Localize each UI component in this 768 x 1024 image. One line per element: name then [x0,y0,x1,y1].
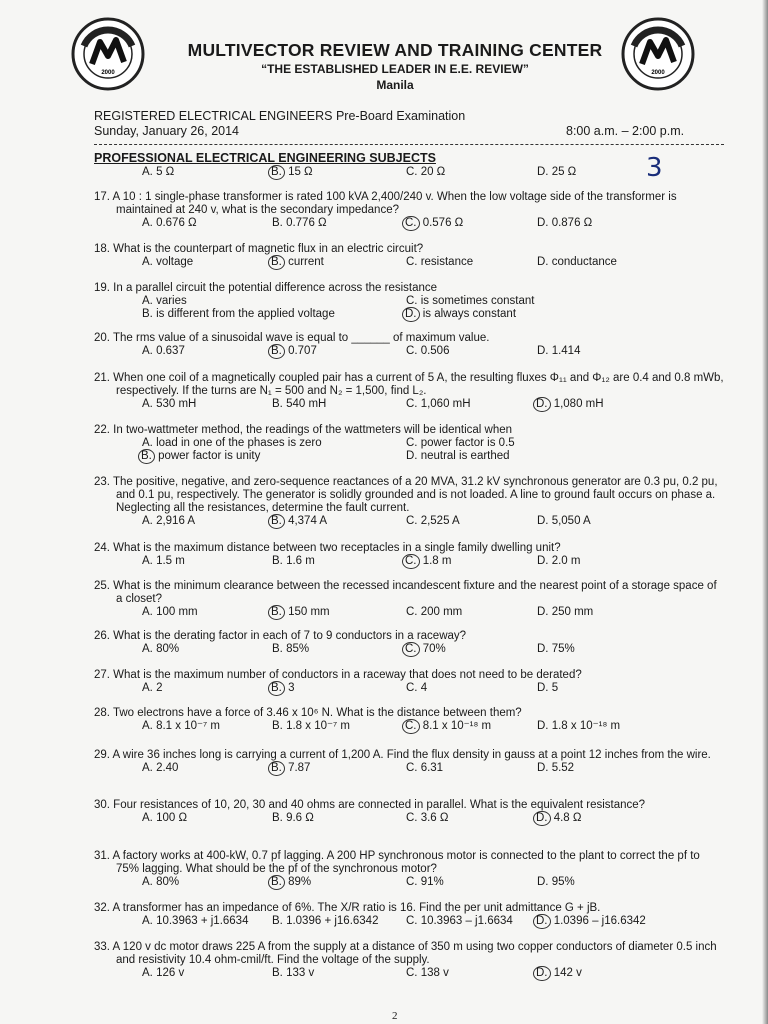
selected-answer: B. power factor is unity [142,450,260,463]
options-row [94,398,724,411]
options-row [94,915,724,928]
question-stem: 23. The positive, negative, and zero-sequence reactances of a 20 MVA, 31.2 kV synchronous generator are 0.3 pu, 0.2 pu, and 0.1 pu, respectively. The generator is solidly grounded and is not loaded. A line to ground fault occurs on phase a. Neglecting all the resistances, determine the fault current. [94,476,718,514]
answer-option: B. is different from the applied voltage [142,308,335,320]
answer-option: A. 8.1 x 10⁻⁷ m [142,720,220,732]
answer-option: A. load in one of the phases is zero [142,437,322,449]
answer-option: A. 10.3963 + j1.6634 [142,915,249,927]
multivector-logo-right [620,16,696,92]
answer-option: C. power factor is 0.5 [406,437,515,449]
header-divider [94,144,724,145]
question-item [94,630,724,656]
exam-time: 8:00 a.m. – 2:00 p.m. [566,124,685,138]
answer-option: D. neutral is earthed [406,450,510,462]
question-stem: 25. What is the minimum clearance between the recessed incandescent fixture and the nearest point of a storage space of a closet? [94,580,717,605]
question-stem: 19. In a parallel circuit the potential difference across the resistance [94,282,438,294]
answer-option: A. 0.676 Ω [142,217,197,229]
answer-option: A. 530 mH [142,398,197,410]
answer-option: A. 0.637 [142,345,185,357]
question-item [94,707,724,733]
options-row [94,876,724,889]
handwritten-mark: 3 [646,153,663,183]
answer-option: D. conductance [537,256,617,268]
selected-answer: B. 4,374 A [272,515,327,528]
options-row [94,256,724,269]
center-title: MULTIVECTOR REVIEW AND TRAINING CENTER [187,40,603,60]
question-item [94,799,724,825]
answer-option: C. 4 [406,682,428,694]
answer-option: B. 540 mH [272,398,327,410]
question-item [94,332,724,358]
answer-option: D. 5.52 [537,762,575,774]
answer-option: A. varies [142,295,187,307]
question-stem: 22. In two-wattmeter method, the readings of the wattmeters will be identical when [94,424,513,436]
options-row [94,166,724,179]
question-item [94,749,724,775]
logo-year: 2000 [651,70,665,76]
center-city: Manila [376,78,414,92]
question-item [94,902,724,928]
scan-edge [762,0,768,1024]
selected-answer: D. 4.8 Ω [537,812,581,825]
exam-date: Sunday, January 26, 2014 [94,124,240,138]
answer-option: D. 0.876 Ω [537,217,593,229]
answer-option: A. 100 Ω [142,812,188,824]
selected-answer: C. 70% [406,643,446,656]
question-stem: 20. The rms value of a sinusoidal wave is equal to ______ of maximum value. [94,332,490,344]
center-slogan: “THE ESTABLISHED LEADER IN E.E. REVIEW” [261,62,529,76]
question-item [94,372,724,411]
answer-option: B. 133 v [272,967,315,979]
question-stem: 21. When one coil of a magnetically coupled pair has a current of 5 A, the resulting fluxes Φ₁₁ and Φ₁₂ are 0.4 and 0.8 mWb, respectively. If the turns are N₁ = 500 and N₂ = 1,500, find L₂. [94,372,724,397]
answer-option: B. 1.8 x 10⁻⁷ m [272,720,350,732]
selected-answer: D. 1.0396 – j16.6342 [537,915,646,928]
answer-option: A. 2,916 A [142,515,196,527]
question-item [94,542,724,568]
question-item [94,669,724,695]
answer-option: A. 1.5 m [142,555,185,567]
answer-option: B. 85% [272,643,310,655]
answer-option: C. 91% [406,876,444,888]
question-stem: 17. A 10 : 1 single-phase transformer is rated 100 kVA 2,400/240 v. When the low voltage side of the transformer is maintained at 240 v, what is the secondary impedance? [94,191,677,216]
question-stem: 24. What is the maximum distance between two receptacles in a single family dwelling unit? [94,542,561,554]
answer-option: D. 5,050 A [537,515,591,527]
selected-answer: B. 3 [272,682,294,695]
answer-option: C. 2,525 A [406,515,460,527]
answer-option: B. 9.6 Ω [272,812,314,824]
selected-answer: B. 15 Ω [272,166,313,179]
selected-answer: D. 1,080 mH [537,398,604,411]
answer-option: A. 80% [142,643,180,655]
answer-option: D. 5 [537,682,559,694]
answer-option: C. 200 mm [406,606,463,618]
selected-answer: B. 150 mm [272,606,330,619]
answer-option: B. 1.6 m [272,555,315,567]
options-row [94,217,724,230]
answer-option: A. 2 [142,682,163,694]
answer-option: B. 1.0396 + j16.6342 [272,915,379,927]
answer-option: D. 75% [537,643,575,655]
options-row [94,555,724,568]
answer-option: C. is sometimes constant [406,295,535,307]
exam-title: REGISTERED ELECTRICAL ENGINEERS Pre-Board Examination [94,109,466,123]
question-item [94,941,724,980]
answer-option: D. 1.414 [537,345,581,357]
question-item [94,282,724,321]
answer-option: D. 1.8 x 10⁻¹⁸ m [537,720,621,732]
answer-option: D. 250 mm [537,606,594,618]
question-stem: 27. What is the maximum number of conductors in a raceway that does not need to be derated? [94,669,582,681]
logo-year: 2000 [101,70,115,76]
answer-option: A. 5 Ω [142,166,175,178]
question-stem: 29. A wire 36 inches long is carrying a current of 1,200 A. Find the flux density in gauss at a point 12 inches from the wire. [94,749,711,761]
answer-option: D. 25 Ω [537,166,577,178]
options-row [94,812,724,825]
question-item [94,476,724,528]
options-row [94,762,724,775]
question-item [94,850,724,889]
page-number: 2 [392,1010,398,1022]
answer-option: C. 6.31 [406,762,444,774]
options-row [94,515,724,528]
selected-answer: D. 142 v [537,967,582,980]
answer-option: C. 3.6 Ω [406,812,449,824]
answer-option: C. 10.3963 – j1.6634 [406,915,513,927]
answer-option: C. resistance [406,256,474,268]
question-item [94,580,724,619]
selected-answer: D. is always constant [406,308,516,321]
question-stem: 30. Four resistances of 10, 20, 30 and 40 ohms are connected in parallel. What is the equivalent resistance? [94,799,646,811]
answer-option: C. 0.506 [406,345,450,357]
question-stem: 18. What is the counterpart of magnetic flux in an electric circuit? [94,243,424,255]
selected-answer: C. 0.576 Ω [406,217,463,230]
question-item [94,166,724,179]
answer-option: C. 138 v [406,967,449,979]
answer-option: C. 1,060 mH [406,398,471,410]
question-item [94,191,724,230]
answer-option: D. 2.0 m [537,555,581,567]
answer-option: B. 0.776 Ω [272,217,327,229]
question-item [94,243,724,269]
options-row [94,643,724,656]
question-stem: 28. Two electrons have a force of 3.46 x 10⁶ N. What is the distance between them? [94,707,522,719]
options-row [94,450,724,463]
options-row [94,606,724,619]
options-row [94,437,724,450]
options-row [94,967,724,980]
multivector-logo-left [70,16,146,92]
answer-option: A. 126 v [142,967,185,979]
answer-option: D. 95% [537,876,575,888]
selected-answer: C. 8.1 x 10⁻¹⁸ m [406,720,491,733]
options-row [94,682,724,695]
options-row [94,308,724,321]
answer-option: A. voltage [142,256,194,268]
answer-option: A. 2.40 [142,762,179,774]
selected-answer: C. 1.8 m [406,555,451,568]
selected-answer: B. 0.707 [272,345,317,358]
options-row [94,345,724,358]
selected-answer: B. 89% [272,876,311,889]
options-row [94,720,724,733]
question-stem: 31. A factory works at 400-kW, 0.7 pf lagging. A 200 HP synchronous motor is connected to the plant to correct the pf to 75% lagging. What should be the pf of the synchronous motor? [94,850,700,875]
answer-option: C. 20 Ω [406,166,446,178]
question-item [94,424,724,463]
answer-option: A. 100 mm [142,606,198,618]
question-stem: 26. What is the derating factor in each of 7 to 9 conductors in a raceway? [94,630,467,642]
selected-answer: B. current [272,256,324,269]
section-heading: PROFESSIONAL ELECTRICAL ENGINEERING SUBJECTS [94,151,436,165]
question-stem: 33. A 120 v dc motor draws 225 A from the supply at a distance of 350 m using two copper conductors of diameter 0.5 inch and resistivity 10.4 ohm-cmil/ft. Find the voltage of the supply. [94,941,717,966]
answer-option: A. 80% [142,876,180,888]
selected-answer: B. 7.87 [272,762,310,775]
question-stem: 32. A transformer has an impedance of 6%. The X/R ratio is 16. Find the per unit admittance G + jB. [94,902,601,914]
